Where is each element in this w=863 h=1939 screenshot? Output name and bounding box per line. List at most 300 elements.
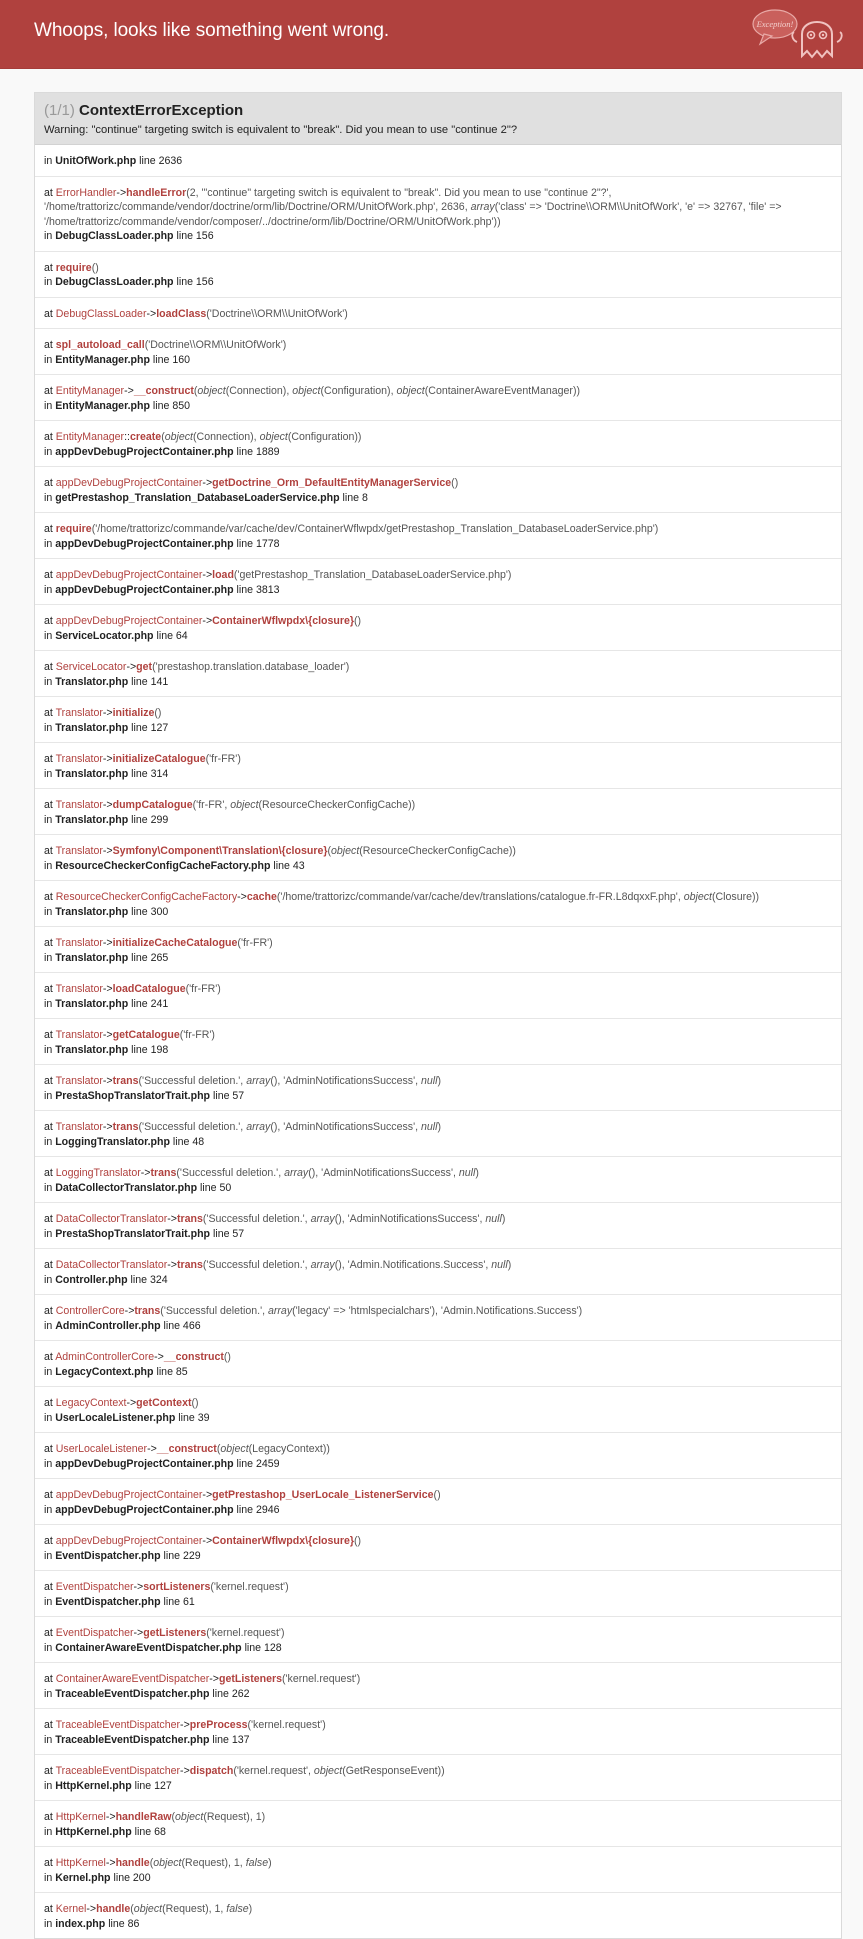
trace-row [35,467,841,513]
trace-line: line 2636 [139,155,183,167]
trace-line: line 141 [131,675,169,688]
trace-class[interactable]: AdminControllerCore [55,1351,155,1363]
trace-location: in getPrestashop_Translation_DatabaseLoaderService.php line 8 [44,491,368,504]
trace-class[interactable]: HttpKernel [55,1811,106,1823]
trace-file[interactable]: PrestaShopTranslatorTrait.php [55,1227,211,1240]
trace-operator: -> [86,1903,97,1915]
trace-row [35,1387,841,1433]
trace-class[interactable]: EntityManager [55,385,125,397]
trace-operator: -> [202,1535,213,1547]
trace-file[interactable]: Translator.php [55,675,129,688]
trace-row [35,1341,841,1387]
trace-location: in EventDispatcher.php line 229 [44,1549,201,1562]
trace-line: line 128 [244,1641,282,1654]
trace-class[interactable]: Kernel [55,1903,87,1915]
trace-row [35,329,841,375]
trace-line: line 324 [130,1273,168,1286]
trace-file[interactable]: DataCollectorTranslator.php [55,1181,198,1194]
trace-row [35,605,841,651]
trace-class[interactable]: Translator [55,799,103,811]
trace-class[interactable]: ControllerCore [55,1305,125,1317]
trace-row [35,881,841,927]
trace-call: at require() [44,261,99,274]
exception-summary [35,93,841,145]
exception-message: Warning: "continue" targeting switch is equivalent to "break". Did you mean to use "continue 2"? [44,124,518,136]
trace-class[interactable]: appDevDebugProjectContainer [55,569,203,581]
trace-args: ('Successful deletion.', array(), 'Admin.Notifications.Success', null) [202,1259,512,1271]
trace-args: ('prestashop.translation.database_loader') [152,661,350,673]
trace-call: at EventDispatcher->sortListeners('kernel.request') [44,1581,289,1593]
trace-line: line 241 [131,997,169,1010]
trace-class[interactable]: EntityManager [55,431,125,443]
trace-operator: -> [140,1167,151,1179]
trace-operator: -> [102,707,113,719]
trace-file[interactable]: Controller.php [55,1273,128,1286]
trace-row [35,1479,841,1525]
trace-row [35,513,841,559]
trace-file[interactable]: EntityManager.php [55,353,150,366]
trace-operator: -> [167,1259,177,1271]
trace-args: ('kernel.request') [282,1673,361,1685]
trace-class[interactable]: EventDispatcher [55,1581,134,1593]
trace-args: (object(Connection), object(Configuration), object(ContainerAwareEventManager)) [193,385,581,397]
trace-location: in PrestaShopTranslatorTrait.php line 57 [44,1089,245,1102]
trace-call: at appDevDebugProjectContainer->getDoctrine_Orm_DefaultEntityManagerService() [44,477,459,489]
trace-file[interactable]: appDevDebugProjectContainer.php [55,1457,234,1470]
trace-class[interactable]: DataCollectorTranslator [55,1259,168,1271]
trace-operator: -> [102,1075,113,1087]
trace-operator: :: [124,431,130,443]
exception-count: (1/1) [44,102,75,119]
trace-function: ContainerWflwpdx\{closure} [212,1535,354,1547]
trace-class[interactable]: DataCollectorTranslator [55,1213,168,1225]
trace-location: in HttpKernel.php line 127 [44,1779,172,1792]
page-title: Whoops, looks like something went wrong. [34,20,390,41]
trace-file[interactable]: LegacyContext.php [55,1365,154,1378]
trace-file[interactable]: DebugClassLoader.php [55,230,174,242]
trace-call: at spl_autoload_call('Doctrine\\ORM\\UnitOfWork') [44,339,287,351]
trace-function: __construct [133,385,194,397]
trace-location: in index.php line 86 [44,1917,140,1930]
trace-class[interactable]: Translator [55,1029,103,1041]
trace-function: create [129,431,162,443]
trace-function: get [136,661,153,673]
trace-operator: -> [102,845,113,857]
trace-call: at UserLocaleListener->__construct(object(LegacyContext)) [44,1443,330,1455]
trace-row [35,1709,841,1755]
trace-operator: -> [180,1719,190,1731]
trace-args: ('fr-FR') [185,983,221,995]
trace-file[interactable]: TraceableEventDispatcher.php [55,1687,210,1700]
trace-operator: -> [133,1581,144,1593]
trace-file[interactable]: ResourceCheckerConfigCacheFactory.php [55,859,271,872]
trace-row [35,973,841,1019]
trace-location: in HttpKernel.php line 68 [44,1825,166,1838]
trace-location: in Translator.php line 299 [44,813,169,826]
trace-row [35,1801,841,1847]
trace-operator: -> [202,569,213,581]
trace-function: trans [176,1259,203,1271]
trace-class[interactable]: ResourceCheckerConfigCacheFactory [55,891,238,903]
trace-class[interactable]: Translator [55,983,103,995]
trace-function: trans [112,1121,139,1133]
trace-args: (object(Request), 1) [171,1811,266,1823]
trace-function: handleRaw [115,1811,172,1823]
trace-row [35,789,841,835]
trace-class[interactable]: appDevDebugProjectContainer [55,1489,203,1501]
trace-line: line 262 [212,1687,250,1700]
trace-call: at Translator->trans('Successful deletion.', array(), 'AdminNotificationsSuccess', null) [44,1121,442,1133]
trace-function: getDoctrine_Orm_DefaultEntityManagerService [212,477,452,489]
trace-location: in LoggingTranslator.php line 48 [44,1135,205,1148]
trace-function: ContainerWflwpdx\{closure} [212,615,354,627]
trace-file[interactable]: appDevDebugProjectContainer.php [55,445,234,458]
trace-call: at HttpKernel->handle(object(Request), 1, false) [44,1857,272,1869]
trace-function: getContext [136,1397,192,1409]
trace-args: ('Successful deletion.', array('legacy' => 'htmlspecialchars'), 'Admin.Notifications.Success') [160,1305,583,1317]
trace-function: getPrestashop_UserLocale_ListenerService [212,1489,434,1501]
trace-operator: -> [102,753,113,765]
trace-row [35,1433,841,1479]
trace-line: line 68 [134,1825,166,1838]
trace-row [35,1847,841,1893]
ghost-mascot-icon [750,4,846,64]
trace-class[interactable]: ServiceLocator [55,661,127,673]
trace-location: in appDevDebugProjectContainer.php line 2459 [44,1457,280,1470]
trace-call: at DataCollectorTranslator->trans('Successful deletion.', array(), 'Admin.Notifications.Success', null) [44,1259,512,1271]
trace-function: trans [112,1075,139,1087]
trace-file[interactable]: EntityManager.php [55,399,150,412]
trace-row [35,145,841,177]
trace-file[interactable]: Translator.php [55,721,129,734]
trace-function: spl_autoload_call [55,339,145,351]
trace-call: at Translator->loadCatalogue('fr-FR') [44,983,221,995]
trace-file[interactable]: index.php [55,1917,106,1930]
trace-call: at require('/home/trattorizc/commande/var/cache/dev/ContainerWflwpdx/getPrestashop_Translation_DatabaseLoaderService.php') [44,523,659,535]
exception-class: ContextErrorException [79,102,244,119]
trace-args: ('kernel.request') [247,1719,326,1731]
trace-row [35,1203,841,1249]
trace-args: ('kernel.request', object(GetResponseEvent)) [233,1765,445,1777]
trace-call: at AdminControllerCore->__construct() [44,1351,231,1363]
trace-location: in UserLocaleListener.php line 39 [44,1411,210,1424]
trace-location: in DataCollectorTranslator.php line 50 [44,1181,232,1194]
trace-args: () [91,261,99,274]
trace-line: line 3813 [236,583,280,596]
trace-operator: -> [154,1351,164,1363]
trace-class[interactable]: appDevDebugProjectContainer [55,477,203,489]
trace-line: line 43 [273,859,305,872]
trace-call: at EntityManager::create(object(Connection), object(Configuration)) [44,431,362,443]
trace-line: line 2459 [236,1457,280,1470]
trace-operator: -> [102,1121,113,1133]
trace-file[interactable]: Kernel.php [55,1871,111,1884]
trace-class[interactable]: TraceableEventDispatcher [55,1719,181,1731]
trace-class[interactable]: Translator [55,1121,103,1133]
trace-class[interactable]: Translator [55,845,103,857]
trace-file[interactable]: appDevDebugProjectContainer.php [55,583,234,596]
trace-operator: -> [209,1673,219,1685]
trace-call: at appDevDebugProjectContainer->load('getPrestashop_Translation_DatabaseLoaderService.php') [44,569,512,581]
trace-location: in PrestaShopTranslatorTrait.php line 57 [44,1227,245,1240]
error-header [0,0,863,69]
trace-row [35,1663,841,1709]
trace-args: (object(LegacyContext)) [216,1443,330,1455]
trace-args: () [154,707,162,719]
trace-call: at Translator->dumpCatalogue('fr-FR', object(ResourceCheckerConfigCache)) [44,799,416,811]
trace-line: line 50 [200,1181,232,1194]
trace-call: at appDevDebugProjectContainer->getPrestashop_UserLocale_ListenerService() [44,1489,441,1501]
trace-class[interactable]: Translator [55,937,103,949]
trace-file[interactable]: UnitOfWork.php [55,155,137,167]
trace-row [35,1617,841,1663]
trace-operator: -> [237,891,247,903]
trace-line: line 127 [131,721,169,734]
trace-call: at Kernel->handle(object(Request), 1, false) [44,1903,253,1915]
trace-location: in TraceableEventDispatcher.php line 137 [44,1733,250,1746]
exception-panel [34,92,842,1939]
trace-row [35,298,841,330]
trace-args: (object(ResourceCheckerConfigCache)) [327,845,516,857]
trace-file[interactable]: Translator.php [55,767,129,780]
trace-file[interactable]: DebugClassLoader.php [55,276,174,288]
trace-location: in Translator.php line 241 [44,997,169,1010]
trace-class[interactable]: Translator [55,1075,103,1087]
trace-location: in Kernel.php line 200 [44,1871,151,1884]
trace-args: ('Doctrine\\ORM\\UnitOfWork') [144,339,287,351]
trace-line: line 2946 [236,1503,280,1516]
trace-function: cache [246,891,277,903]
trace-file[interactable]: ContainerAwareEventDispatcher.php [55,1641,242,1654]
trace-function: initializeCacheCatalogue [112,937,238,949]
trace-args: ('fr-FR', object(ResourceCheckerConfigCache)) [192,799,416,811]
trace-args: () [451,477,459,489]
trace-function: sortListeners [143,1581,211,1593]
trace-location: in DebugClassLoader.php line 156 [44,230,214,242]
trace-file[interactable]: TraceableEventDispatcher.php [55,1733,210,1746]
trace-file[interactable]: appDevDebugProjectContainer.php [55,1503,234,1516]
trace-call: at Translator->Symfony\Component\Translation\{closure}(object(ResourceCheckerConfigCache)) [44,845,516,857]
trace-file[interactable]: getPrestashop_Translation_DatabaseLoaderService.php [55,491,340,504]
trace-row [35,1525,841,1571]
trace-operator: -> [102,983,113,995]
trace-function: handleError [126,186,187,199]
trace-operator: -> [180,1765,190,1777]
trace-class[interactable]: EventDispatcher [55,1627,134,1639]
trace-file[interactable]: ServiceLocator.php [55,629,154,642]
trace-class[interactable]: Translator [55,707,103,719]
trace-function: __construct [156,1443,217,1455]
trace-location: in AdminController.php line 466 [44,1319,201,1332]
trace-call: at appDevDebugProjectContainer->ContainerWflwpdx\{closure}() [44,1535,362,1547]
trace-file[interactable]: Translator.php [55,905,129,918]
trace-class[interactable]: DebugClassLoader [55,307,147,320]
mascot-label: Exception! [756,19,794,29]
trace-line: line 39 [178,1411,210,1424]
trace-operator: -> [124,1305,135,1317]
trace-args: ('Successful deletion.', array(), 'AdminNotificationsSuccess', null) [138,1121,442,1133]
trace-function: require [55,261,92,274]
trace-row [35,835,841,881]
trace-location: in LegacyContext.php line 85 [44,1365,188,1378]
trace-function: handle [96,1903,131,1915]
trace-file[interactable]: HttpKernel.php [55,1825,132,1838]
trace-location: in Translator.php line 198 [44,1043,169,1056]
trace-args: ('fr-FR') [179,1029,215,1041]
trace-file[interactable]: HttpKernel.php [55,1779,132,1792]
trace-row [35,1893,841,1938]
trace-file[interactable]: EventDispatcher.php [55,1549,161,1562]
trace-row [35,1571,841,1617]
trace-class[interactable]: LoggingTranslator [55,1167,141,1179]
trace-args: ('Doctrine\\ORM\\UnitOfWork') [206,307,348,320]
trace-call: at TraceableEventDispatcher->dispatch('kernel.request', object(GetResponseEvent)) [44,1765,445,1777]
trace-location: in ServiceLocator.php line 64 [44,629,188,642]
trace-function: __construct [163,1351,224,1363]
trace-call: at appDevDebugProjectContainer->ContainerWflwpdx\{closure}() [44,615,362,627]
trace-function: getListeners [219,1673,282,1685]
trace-args: () [433,1489,441,1501]
trace-file[interactable]: Translator.php [55,813,129,826]
trace-class[interactable]: HttpKernel [55,1857,106,1869]
trace-operator: -> [126,1397,137,1409]
trace-call: at EventDispatcher->getListeners('kernel.request') [44,1627,285,1639]
trace-operator: -> [105,1811,116,1823]
trace-class[interactable]: TraceableEventDispatcher [55,1765,181,1777]
trace-line: line 314 [131,767,169,780]
trace-file[interactable]: AdminController.php [55,1319,161,1332]
trace-location: in TraceableEventDispatcher.php line 262 [44,1687,250,1700]
trace-location: in EntityManager.php line 160 [44,353,191,366]
trace-function: getCatalogue [112,1029,180,1041]
trace-row [35,1157,841,1203]
trace-file[interactable]: Translator.php [55,1043,129,1056]
trace-file[interactable]: UserLocaleListener.php [55,1411,176,1424]
trace-location: in EntityManager.php line 850 [44,399,191,412]
trace-row [35,927,841,973]
trace-call: at Translator->initializeCatalogue('fr-FR') [44,753,241,765]
trace-line: line 200 [113,1871,151,1884]
trace-function: Symfony\Component\Translation\{closure} [112,845,328,857]
trace-file[interactable]: Translator.php [55,997,129,1010]
trace-location: in Translator.php line 300 [44,905,169,918]
trace-line: line 61 [163,1595,195,1608]
trace-call: at Translator->trans('Successful deletion.', array(), 'AdminNotificationsSuccess', null) [44,1075,442,1087]
trace-function: dispatch [189,1765,234,1777]
trace-args: ('Successful deletion.', array(), 'AdminNotificationsSuccess', null) [202,1213,506,1225]
trace-location: in ContainerAwareEventDispatcher.php line 128 [44,1641,282,1654]
trace-location: in appDevDebugProjectContainer.php line 1889 [44,445,280,458]
trace-line: line 57 [212,1089,245,1102]
trace-location: in UnitOfWork.php line 2636 [44,155,183,167]
trace-call: at TraceableEventDispatcher->preProcess('kernel.request') [44,1719,326,1731]
trace-location: in appDevDebugProjectContainer.php line 3813 [44,583,280,596]
trace-line: line 8 [342,491,368,504]
trace-location: in Translator.php line 314 [44,767,169,780]
trace-file[interactable]: LoggingTranslator.php [55,1135,170,1148]
trace-line: line 850 [152,399,191,412]
trace-row [35,1111,841,1157]
trace-line: line 86 [108,1917,140,1930]
trace-row [35,375,841,421]
trace-args: () [354,615,362,627]
trace-line: line 198 [131,1043,169,1056]
trace-row [35,1295,841,1341]
trace-operator: -> [102,1029,113,1041]
trace-function: preProcess [189,1719,248,1731]
trace-function: load [212,569,234,581]
trace-class[interactable]: LegacyContext [55,1397,127,1409]
trace-location: in Translator.php line 141 [44,675,169,688]
trace-location: in DebugClassLoader.php line 156 [44,276,214,288]
trace-row [35,697,841,743]
trace-args: () [354,1535,362,1547]
trace-location: in Controller.php line 324 [44,1273,168,1286]
trace-operator: -> [133,1627,144,1639]
trace-function: dumpCatalogue [112,799,193,811]
trace-row [35,1019,841,1065]
trace-class[interactable]: ErrorHandler [55,186,117,199]
trace-line: line 265 [131,951,169,964]
trace-operator: -> [102,799,113,811]
trace-line: line 64 [156,629,188,642]
trace-operator: -> [116,186,127,199]
trace-function: handle [115,1857,150,1869]
trace-args: (2, '"continue" targeting switch is equivalent to "break". Did you mean to use "continue 2"?', '/home/trattorizc/commande/vendor/doctrine/orm/lib/Doctrine/ORM/UnitOfWork.php', 2636, array('class' => 'Doctrine\\ORM\\UnitOfWork', 'e' => 32767, 'file' => '/home/trattorizc/commande/vendor/composer/../doctrine/orm/lib/Doctrine/ORM/UnitOfWork.php')) [44,186,782,228]
trace-location: in Translator.php line 127 [44,721,169,734]
trace-call: at ResourceCheckerConfigCacheFactory->cache('/home/trattorizc/commande/var/cache/dev/translations/catalogue.fr-FR.L8dqxxF.php', object(Closure)) [44,891,760,903]
trace-row [35,743,841,789]
trace-line: line 137 [212,1733,250,1746]
trace-function: initialize [112,707,155,719]
trace-call: at EntityManager->__construct(object(Connection), object(Configuration), object(ContainerAwareEventManager)) [44,385,581,397]
trace-call: at LoggingTranslator->trans('Successful deletion.', array(), 'AdminNotificationsSuccess', null) [44,1167,479,1179]
trace-class[interactable]: ContainerAwareEventDispatcher [55,1673,210,1685]
trace-line: line 466 [163,1319,201,1332]
trace-class[interactable]: appDevDebugProjectContainer [55,1535,203,1547]
trace-call: at ErrorHandler->handleError(2, '"continue" targeting switch is equivalent to "break". Did you mean to use "continue 2"?', '/home/trattorizc/commande/vendor/doctrine/orm/lib/Doctrine/ORM/UnitOfWork.php', 2636, array('class' => 'Doctrine\\ORM\\UnitOfWork', 'e' => 32767, 'file' => '/home/trattorizc/commande/vendor/composer/../doctrine/orm/lib/Doctrine/ORM/UnitOfWork.php')) [44,186,782,228]
trace-line: line 85 [156,1365,188,1378]
trace-row [35,559,841,605]
trace-file[interactable]: EventDispatcher.php [55,1595,161,1608]
trace-class[interactable]: appDevDebugProjectContainer [55,615,203,627]
trace-args: () [223,1351,231,1363]
trace-function: trans [150,1167,177,1179]
trace-args: ('Successful deletion.', array(), 'AdminNotificationsSuccess', null) [138,1075,442,1087]
trace-row [35,1755,841,1801]
trace-location: in Translator.php line 265 [44,951,169,964]
trace-function: trans [134,1305,161,1317]
trace-file[interactable]: appDevDebugProjectContainer.php [55,537,234,550]
trace-location: in EventDispatcher.php line 61 [44,1595,195,1608]
trace-line: line 300 [131,905,169,918]
trace-call: at DataCollectorTranslator->trans('Successful deletion.', array(), 'AdminNotificationsSuccess', null) [44,1213,506,1225]
trace-file[interactable]: Translator.php [55,951,129,964]
trace-call: at ContainerAwareEventDispatcher->getListeners('kernel.request') [44,1673,361,1685]
trace-args: ('fr-FR') [237,937,273,949]
trace-function: loadClass [156,307,207,320]
trace-function: require [55,523,92,535]
trace-class[interactable]: UserLocaleListener [55,1443,148,1455]
trace-args: ('/home/trattorizc/commande/var/cache/dev/translations/catalogue.fr-FR.L8dqxxF.php', object(Closure)) [276,891,760,903]
trace-operator: -> [102,937,113,949]
trace-class[interactable]: Translator [55,753,103,765]
trace-file[interactable]: PrestaShopTranslatorTrait.php [55,1089,211,1102]
trace-call: at Translator->initialize() [44,707,162,719]
trace-row [35,252,841,298]
trace-operator: -> [126,661,137,673]
trace-function: loadCatalogue [112,983,186,995]
